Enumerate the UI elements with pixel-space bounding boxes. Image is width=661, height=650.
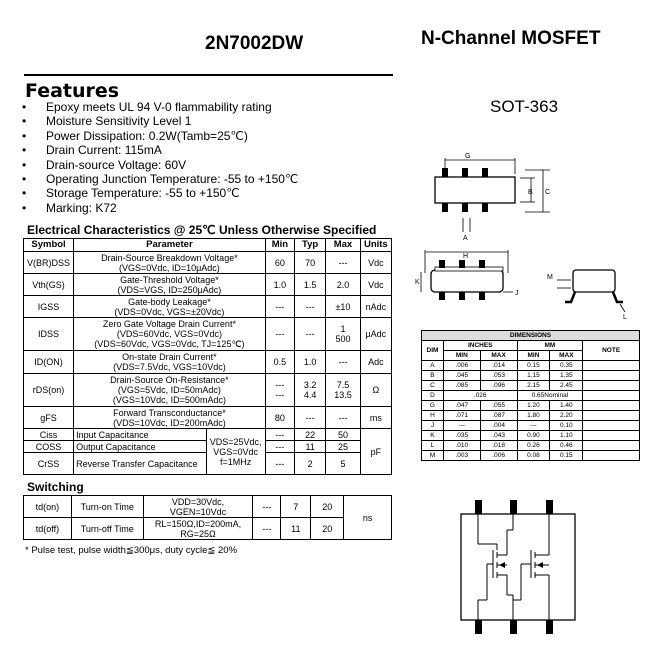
parameter: Turn-off Time (71, 518, 143, 540)
unit: Adc (360, 351, 391, 374)
dim-cell (583, 431, 640, 441)
dim-header: DIM (422, 341, 444, 361)
dim-cell: 0.10 (550, 421, 583, 431)
dim-cell (583, 401, 640, 411)
dim-cell: 1.20 (517, 401, 550, 411)
unit: nAdc (360, 296, 391, 318)
dim-cell (583, 441, 640, 451)
table-row (24, 351, 392, 374)
label-b: B (528, 189, 533, 196)
dim-cell: D (422, 391, 444, 401)
package-side-view (413, 248, 523, 308)
feature-item: • Marking: K72 (22, 201, 298, 215)
dim-cell: .006 (443, 361, 480, 371)
dim-row (422, 391, 640, 401)
device-type: N-Channel MOSFET (421, 28, 601, 49)
symbol: td(off) (24, 518, 72, 540)
parameter: Forward Transconductance* (VDS=10Vdc, ID=200mAdc) (74, 407, 266, 429)
dim-cell: .045 (443, 371, 480, 381)
typ-value: 2 (294, 453, 325, 475)
min-value: 60 (265, 252, 294, 274)
table-row (24, 496, 392, 518)
symbol: CrSS (24, 453, 74, 475)
parameter: Input Capacitance (74, 429, 206, 441)
feature-item: • Operating Junction Temperature: -55 to +150℃ (22, 172, 298, 186)
symbol: COSS (24, 441, 74, 453)
dim-cell: .043 (480, 431, 517, 441)
label-j: J (515, 290, 519, 297)
cap-condition: VDS=25Vdc, VGS=0Vdc f=1MHz (206, 429, 265, 475)
table-row (24, 374, 392, 407)
max-value: 2.0 (326, 274, 360, 296)
max-value: 5 (326, 453, 360, 475)
dim-cell: 0.65Nominal (517, 391, 583, 401)
dim-cell: .055 (480, 401, 517, 411)
parameter: On-state Drain Current* (VDS=7.5Vdc, VGS=10Vdc) (74, 351, 266, 374)
mm-header: MM (517, 341, 583, 351)
col-symbol: Symbol (24, 239, 74, 252)
feature-item: • Drain-source Voltage: 60V (22, 158, 298, 172)
footnote: * Pulse test, pulse width≦300μs, duty cycle≦ 20% (25, 545, 238, 556)
label-a: A (463, 235, 468, 240)
package-name: SOT-363 (490, 97, 559, 116)
min-value: 0.5 (265, 351, 294, 374)
symbol: rDS(on) (24, 374, 74, 407)
dim-cell: .047 (443, 401, 480, 411)
max-value: 7.5 13.5 (326, 374, 360, 407)
typ-value: 11 (294, 441, 325, 453)
dim-row (422, 381, 640, 391)
label-l: L (623, 314, 627, 321)
table-row (24, 252, 392, 274)
dim-cell: 2.20 (550, 411, 583, 421)
label-h: H (463, 253, 469, 260)
switch-condition: VDD=30Vdc, VGEN=10Vdc (143, 496, 253, 518)
dim-cell: 0.35 (550, 361, 583, 371)
dim-cell (583, 421, 640, 431)
table-row (24, 429, 392, 441)
symbol: Ciss (24, 429, 74, 441)
parameter: Gate-Threshold Voltage* (VDS=VGS, ID=250μAdc) (74, 274, 266, 296)
label-m: M (547, 274, 553, 281)
dim-cell: J (422, 421, 444, 431)
table-row (24, 296, 392, 318)
dim-cell (583, 381, 640, 391)
electrical-table (23, 238, 392, 475)
table-row (24, 407, 392, 429)
dim-cell: .003 (443, 451, 480, 461)
circuit-schematic (455, 500, 585, 635)
dim-cell: .085 (443, 381, 480, 391)
dim-cell: .004 (480, 421, 517, 431)
dim-cell: A (422, 361, 444, 371)
dimensions-table (421, 330, 640, 461)
max-value: --- (326, 252, 360, 274)
feature-item: • Storage Temperature: -55 to +150℃ (22, 186, 298, 200)
dim-cell: 1.10 (550, 431, 583, 441)
parameter: Turn-on Time (71, 496, 143, 518)
inches-header: INCHES (443, 341, 517, 351)
dim-cell: K (422, 431, 444, 441)
typ-value: 1.0 (294, 351, 325, 374)
header-rule (24, 74, 393, 76)
dim-row (422, 451, 640, 461)
max-value: ±10 (326, 296, 360, 318)
dim-row (422, 421, 640, 431)
label-c: C (545, 189, 551, 196)
dim-cell: M (422, 451, 444, 461)
symbol: Vth(GS) (24, 274, 74, 296)
dim-cell (583, 361, 640, 371)
dim-cell: .018 (480, 441, 517, 451)
table-row (24, 518, 392, 540)
min-value: --- (253, 518, 281, 540)
label-g: G (465, 153, 471, 160)
dim-cell: B (422, 371, 444, 381)
dim-cell: L (422, 441, 444, 451)
unit: Vdc (360, 252, 391, 274)
dim-row (422, 371, 640, 381)
electrical-title: Electrical Characteristics @ 25℃ Unless Otherwise Specified (27, 223, 377, 237)
dim-cell: --- (443, 421, 480, 431)
min-value: --- (265, 453, 294, 475)
dim-cell: 0.08 (517, 451, 550, 461)
unit: ns (344, 496, 392, 540)
min-header: MIN (443, 351, 480, 361)
dim-cell (583, 371, 640, 381)
dim-cell: --- (517, 421, 550, 431)
symbol: V(BR)DSS (24, 252, 74, 274)
dim-cell: 1.40 (550, 401, 583, 411)
dim-cell: C (422, 381, 444, 391)
note-header: NOTE (583, 341, 640, 361)
dim-cell (583, 451, 640, 461)
dim-row (422, 361, 640, 371)
col-typ: Typ (294, 239, 325, 252)
typ-value: --- (294, 318, 325, 351)
typ-value: 70 (294, 252, 325, 274)
dim-row (422, 431, 640, 441)
dim-cell: .010 (443, 441, 480, 451)
unit: μAdc (360, 318, 391, 351)
dim-cell: 0.90 (517, 431, 550, 441)
dim-cell: 2.15 (517, 381, 550, 391)
switching-title: Switching (27, 480, 84, 494)
switch-condition: RL=150Ω,ID=200mA, RG=25Ω (143, 518, 253, 540)
max-value: 1 500 (326, 318, 360, 351)
parameter: Output Capacitance (74, 441, 206, 453)
max-value: 20 (311, 518, 344, 540)
typ-value: 7 (281, 496, 311, 518)
dimensions-title: DIMENSIONS (422, 331, 640, 341)
dim-cell: 1.35 (550, 371, 583, 381)
dim-cell: .071 (443, 411, 480, 421)
dim-cell (583, 391, 640, 401)
part-number: 2N7002DW (205, 33, 304, 54)
dim-cell: G (422, 401, 444, 411)
dim-cell: .096 (480, 381, 517, 391)
symbol: gFS (24, 407, 74, 429)
dim-row (422, 441, 640, 451)
min-header: MIN (517, 351, 550, 361)
min-value: 80 (265, 407, 294, 429)
dim-cell: 2.45 (550, 381, 583, 391)
feature-item: • Moisture Sensitivity Level 1 (22, 114, 298, 128)
min-value: --- --- (265, 374, 294, 407)
dim-cell: H (422, 411, 444, 421)
dim-cell: 1.15 (517, 371, 550, 381)
unit: ms (360, 407, 391, 429)
typ-value: 1.5 (294, 274, 325, 296)
col-max: Max (326, 239, 360, 252)
dim-cell: 0.26 (517, 441, 550, 451)
symbol: ID(ON) (24, 351, 74, 374)
unit: pF (360, 429, 391, 475)
typ-value: --- (294, 296, 325, 318)
min-value: --- (265, 296, 294, 318)
min-value: 1.0 (265, 274, 294, 296)
col-min: Min (265, 239, 294, 252)
feature-item: • Power Dissipation: 0.2W(Tamb=25℃) (22, 129, 298, 143)
dim-cell: .026 (443, 391, 517, 401)
features-list (22, 100, 298, 215)
unit: Vdc (360, 274, 391, 296)
typ-value: 22 (294, 429, 325, 441)
typ-value: 3.2 4.4 (294, 374, 325, 407)
symbol: IDSS (24, 318, 74, 351)
min-value: --- (265, 318, 294, 351)
features-title: Features (25, 80, 120, 102)
parameter: Zero Gate Voltage Drain Current* (VDS=60Vdc, VGS=0Vdc) (VDS=60Vdc, VGS=0Vdc, TJ=125℃) (74, 318, 266, 351)
dim-cell: .014 (480, 361, 517, 371)
col-parameter: Parameter (74, 239, 266, 252)
min-value: --- (265, 429, 294, 441)
dim-cell: .087 (480, 411, 517, 421)
package-end-view (545, 262, 635, 322)
package-top-view (425, 150, 555, 240)
symbol: IGSS (24, 296, 74, 318)
feature-item: • Drain Current: 115mA (22, 143, 298, 157)
dim-row (422, 411, 640, 421)
max-value: --- (326, 407, 360, 429)
parameter: Drain-Source Breakdown Voltage* (VGS=0Vdc, ID=10μAdc) (74, 252, 266, 274)
table-header (24, 239, 392, 252)
parameter: Reverse Transfer Capacitance (74, 453, 206, 475)
label-k: K (415, 279, 420, 286)
max-value: 20 (311, 496, 344, 518)
feature-item: • Epoxy meets UL 94 V-0 flammability rating (22, 100, 298, 114)
dim-cell (583, 411, 640, 421)
dim-cell: 1.80 (517, 411, 550, 421)
min-value: --- (265, 441, 294, 453)
col-units: Units (360, 239, 391, 252)
table-row (24, 318, 392, 351)
dim-cell: 0.15 (550, 451, 583, 461)
dim-cell: 0.15 (517, 361, 550, 371)
parameter: Gate-body Leakage* (VDS=0Vdc, VGS=±20Vdc) (74, 296, 266, 318)
switching-table (23, 495, 392, 540)
dim-cell: .006 (480, 451, 517, 461)
typ-value: 11 (281, 518, 311, 540)
dim-row (422, 401, 640, 411)
max-header: MAX (480, 351, 517, 361)
dim-cell: .035 (443, 431, 480, 441)
max-value: 50 (326, 429, 360, 441)
unit: Ω (360, 374, 391, 407)
max-header: MAX (550, 351, 583, 361)
dim-cell: 0.46 (550, 441, 583, 451)
max-value: 25 (326, 441, 360, 453)
table-row (24, 274, 392, 296)
dim-cell: .053 (480, 371, 517, 381)
min-value: --- (253, 496, 281, 518)
symbol: td(on) (24, 496, 72, 518)
parameter: Drain-Source On-Resistance* (VGS=5Vdc, ID=50mAdc) (VGS=10Vdc, ID=500mAdc) (74, 374, 266, 407)
max-value: --- (326, 351, 360, 374)
typ-value: --- (294, 407, 325, 429)
